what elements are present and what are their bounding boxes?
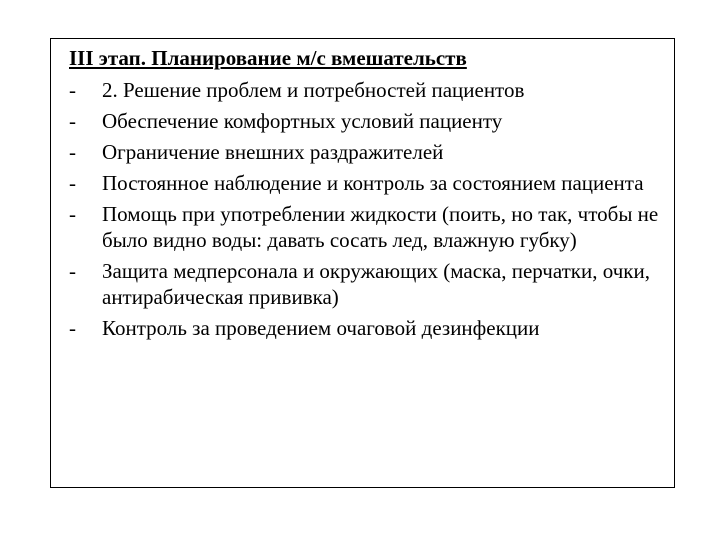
bullet-dash: -: [69, 316, 76, 340]
bullet-dash: -: [69, 202, 76, 226]
list-item: [69, 77, 669, 103]
bullet-dash: -: [69, 171, 76, 195]
list-item: [69, 201, 669, 253]
list-item-text: Обеспечение комфортных условий пациенту: [102, 109, 503, 133]
list-item-text: Постоянное наблюдение и контроль за состоянием пациента: [102, 171, 644, 195]
bullet-dash: -: [69, 259, 76, 283]
slide-frame: [50, 38, 675, 488]
list-item-text: 2. Решение проблем и потребностей пациентов: [102, 78, 525, 102]
list-item-text: Ограничение внешних раздражителей: [102, 140, 444, 164]
bullet-list: [69, 77, 669, 346]
bullet-dash: -: [69, 109, 76, 133]
list-item: [69, 108, 669, 134]
list-item: [69, 170, 669, 196]
list-item-text: Контроль за проведением очаговой дезинфекции: [102, 316, 540, 340]
slide-title: III этап. Планирование м/с вмешательств: [69, 46, 467, 70]
bullet-dash: -: [69, 78, 76, 102]
list-item: [69, 258, 669, 310]
list-item: [69, 315, 669, 341]
bullet-dash: -: [69, 140, 76, 164]
list-item-text: Помощь при употреблении жидкости (поить, но так, чтобы не было видно воды: давать сосать лед, влажную губку): [102, 202, 659, 252]
list-item-text: Защита медперсонала и окружающих (маска, перчатки, очки, антирабическая прививка): [102, 259, 650, 309]
list-item: [69, 139, 669, 165]
